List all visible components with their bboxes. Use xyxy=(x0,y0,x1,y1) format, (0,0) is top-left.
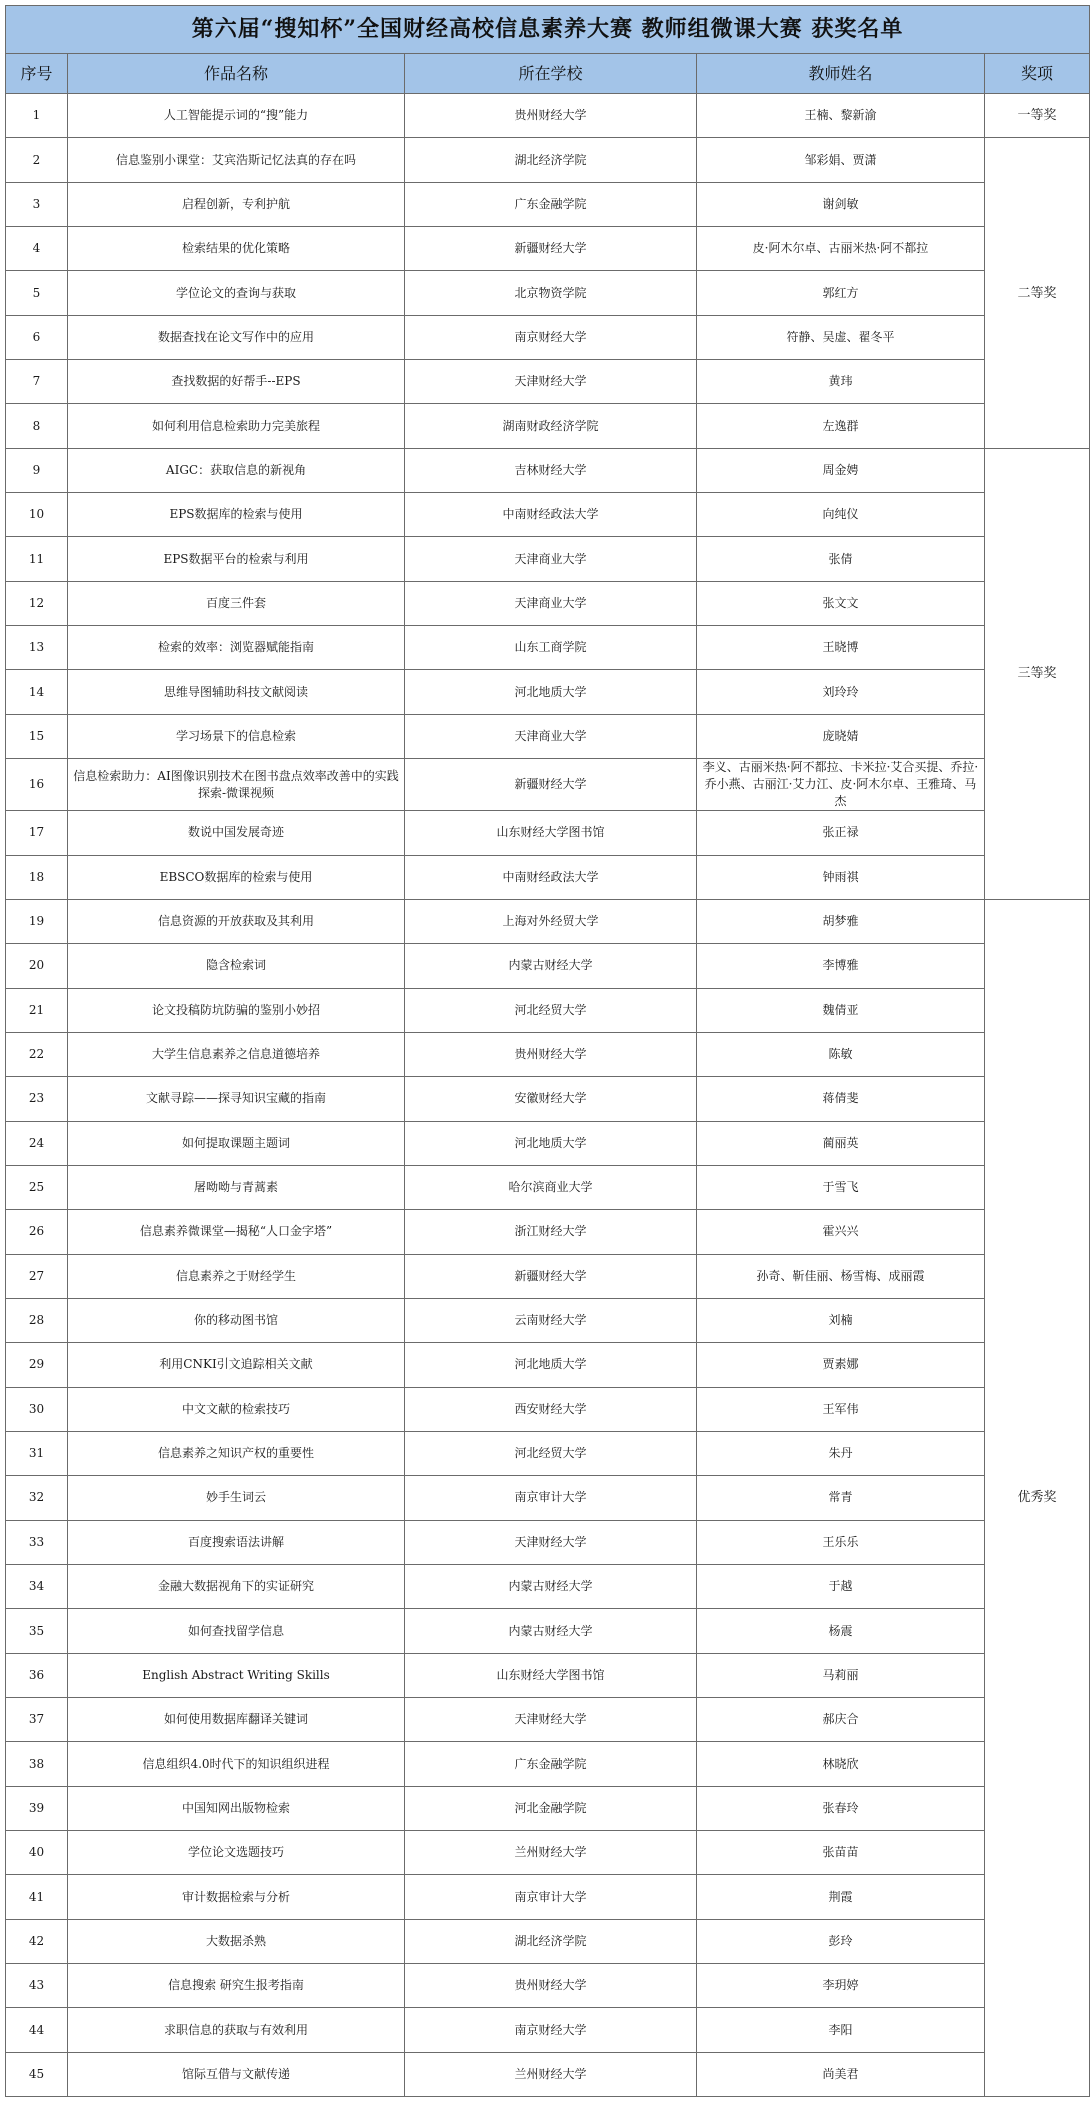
cell-work: 审计数据检索与分析 xyxy=(68,1875,405,1919)
cell-school: 河北地质大学 xyxy=(405,1343,697,1387)
cell-teacher: 李博雅 xyxy=(697,944,985,988)
cell-work: 金融大数据视角下的实证研究 xyxy=(68,1565,405,1609)
cell-work: AIGC：获取信息的新视角 xyxy=(68,448,405,492)
header-row xyxy=(6,54,1090,94)
cell-teacher: 左逸群 xyxy=(697,404,985,448)
cell-school: 哈尔滨商业大学 xyxy=(405,1165,697,1209)
cell-work: 数说中国发展奇迹 xyxy=(68,811,405,855)
cell-no: 24 xyxy=(6,1121,68,1165)
cell-school: 兰州财经大学 xyxy=(405,1831,697,1875)
cell-school: 南京审计大学 xyxy=(405,1476,697,1520)
cell-no: 43 xyxy=(6,1964,68,2008)
cell-teacher: 霍兴兴 xyxy=(697,1210,985,1254)
cell-teacher: 周金娉 xyxy=(697,448,985,492)
cell-work: EBSCO数据库的检索与使用 xyxy=(68,855,405,899)
table-row xyxy=(6,1964,1090,2008)
cell-no: 29 xyxy=(6,1343,68,1387)
cell-work: 如何使用数据库翻译关键词 xyxy=(68,1698,405,1742)
cell-work: 信息搜索 研究生报考指南 xyxy=(68,1964,405,2008)
cell-school: 湖北经济学院 xyxy=(405,1919,697,1963)
cell-work: 屠呦呦与青蒿素 xyxy=(68,1165,405,1209)
cell-teacher: 刘玲玲 xyxy=(697,670,985,714)
cell-no: 15 xyxy=(6,714,68,758)
cell-teacher: 王楠、黎新渝 xyxy=(697,94,985,138)
cell-teacher: 谢剑敏 xyxy=(697,182,985,226)
cell-teacher: 李阳 xyxy=(697,2008,985,2052)
cell-school: 西安财经大学 xyxy=(405,1387,697,1431)
table-row xyxy=(6,537,1090,581)
cell-school: 安徽财经大学 xyxy=(405,1077,697,1121)
cell-no: 9 xyxy=(6,448,68,492)
cell-work: 如何查找留学信息 xyxy=(68,1609,405,1653)
table-row xyxy=(6,1077,1090,1121)
cell-teacher: 王晓博 xyxy=(697,626,985,670)
cell-school: 山东财经大学图书馆 xyxy=(405,811,697,855)
cell-work: 信息鉴别小课堂：艾宾浩斯记忆法真的存在吗 xyxy=(68,138,405,182)
cell-teacher: 林晓欣 xyxy=(697,1742,985,1786)
table-row xyxy=(6,1653,1090,1697)
table-row xyxy=(6,182,1090,226)
cell-work: 数据查找在论文写作中的应用 xyxy=(68,315,405,359)
cell-work: 大数据杀熟 xyxy=(68,1919,405,1963)
title-row xyxy=(6,6,1090,54)
cell-school: 上海对外经贸大学 xyxy=(405,899,697,943)
table-row xyxy=(6,1520,1090,1564)
cell-school: 浙江财经大学 xyxy=(405,1210,697,1254)
table-row xyxy=(6,1609,1090,1653)
cell-no: 45 xyxy=(6,2052,68,2096)
table-row xyxy=(6,855,1090,899)
cell-school: 内蒙古财经大学 xyxy=(405,1609,697,1653)
table-row xyxy=(6,94,1090,138)
cell-no: 28 xyxy=(6,1298,68,1342)
document-title: 第六届“搜知杯”全国财经高校信息素养大赛 教师组微课大赛 获奖名单 xyxy=(6,6,1090,54)
cell-no: 10 xyxy=(6,493,68,537)
table-row xyxy=(6,315,1090,359)
cell-teacher: 杨震 xyxy=(697,1609,985,1653)
cell-no: 38 xyxy=(6,1742,68,1786)
cell-school: 中南财经政法大学 xyxy=(405,855,697,899)
cell-no: 35 xyxy=(6,1609,68,1653)
cell-no: 7 xyxy=(6,360,68,404)
cell-work: 大学生信息素养之信息道德培养 xyxy=(68,1032,405,1076)
cell-teacher: 李玥婷 xyxy=(697,1964,985,2008)
cell-work: EPS数据库的检索与使用 xyxy=(68,493,405,537)
cell-work: 思维导图辅助科技文献阅读 xyxy=(68,670,405,714)
table-row xyxy=(6,988,1090,1032)
cell-no: 22 xyxy=(6,1032,68,1076)
table-row xyxy=(6,1165,1090,1209)
cell-school: 河北金融学院 xyxy=(405,1786,697,1830)
table-body xyxy=(6,94,1090,2097)
cell-no: 33 xyxy=(6,1520,68,1564)
cell-teacher: 郝庆合 xyxy=(697,1698,985,1742)
cell-no: 39 xyxy=(6,1786,68,1830)
cell-work: 论文投稿防坑防骗的鉴别小妙招 xyxy=(68,988,405,1032)
cell-school: 山东财经大学图书馆 xyxy=(405,1653,697,1697)
cell-teacher: 向纯仪 xyxy=(697,493,985,537)
cell-work: 文献寻踪——探寻知识宝藏的指南 xyxy=(68,1077,405,1121)
cell-school: 广东金融学院 xyxy=(405,1742,697,1786)
cell-work: 人工智能提示词的“搜”能力 xyxy=(68,94,405,138)
cell-no: 40 xyxy=(6,1831,68,1875)
cell-work: 妙手生词云 xyxy=(68,1476,405,1520)
cell-no: 44 xyxy=(6,2008,68,2052)
table-row xyxy=(6,944,1090,988)
cell-no: 8 xyxy=(6,404,68,448)
cell-school: 贵州财经大学 xyxy=(405,94,697,138)
cell-no: 16 xyxy=(6,759,68,811)
cell-work: 信息素养之于财经学生 xyxy=(68,1254,405,1298)
cell-school: 中南财经政法大学 xyxy=(405,493,697,537)
header-teacher: 教师姓名 xyxy=(697,54,985,94)
cell-work: 启程创新，专利护航 xyxy=(68,182,405,226)
cell-school: 北京物资学院 xyxy=(405,271,697,315)
cell-teacher: 常青 xyxy=(697,1476,985,1520)
table-row xyxy=(6,2008,1090,2052)
cell-work: 百度搜索语法讲解 xyxy=(68,1520,405,1564)
header-no: 序号 xyxy=(6,54,68,94)
cell-work: 中文文献的检索技巧 xyxy=(68,1387,405,1431)
table-row xyxy=(6,1786,1090,1830)
cell-award: 优秀奖 xyxy=(985,899,1090,2096)
cell-work: 信息组织4.0时代下的知识组织进程 xyxy=(68,1742,405,1786)
cell-no: 32 xyxy=(6,1476,68,1520)
cell-no: 27 xyxy=(6,1254,68,1298)
table-row xyxy=(6,360,1090,404)
table-row xyxy=(6,404,1090,448)
cell-no: 26 xyxy=(6,1210,68,1254)
table-row xyxy=(6,714,1090,758)
cell-school: 湖北经济学院 xyxy=(405,138,697,182)
cell-award: 二等奖 xyxy=(985,138,1090,448)
cell-teacher: 邹彩娟、贾潇 xyxy=(697,138,985,182)
cell-no: 14 xyxy=(6,670,68,714)
table-row xyxy=(6,1698,1090,1742)
cell-no: 42 xyxy=(6,1919,68,1963)
cell-no: 11 xyxy=(6,537,68,581)
cell-school: 河北地质大学 xyxy=(405,1121,697,1165)
cell-teacher: 尚美君 xyxy=(697,2052,985,2096)
header-work: 作品名称 xyxy=(68,54,405,94)
cell-work: English Abstract Writing Skills xyxy=(68,1653,405,1697)
table-row xyxy=(6,1121,1090,1165)
cell-school: 贵州财经大学 xyxy=(405,1032,697,1076)
cell-teacher: 马莉丽 xyxy=(697,1653,985,1697)
table-row xyxy=(6,448,1090,492)
cell-no: 19 xyxy=(6,899,68,943)
cell-work: 如何提取课题主题词 xyxy=(68,1121,405,1165)
cell-no: 31 xyxy=(6,1431,68,1475)
cell-teacher: 符静、吴虚、翟冬平 xyxy=(697,315,985,359)
cell-work: 学习场景下的信息检索 xyxy=(68,714,405,758)
cell-school: 天津商业大学 xyxy=(405,537,697,581)
cell-teacher: 钟雨祺 xyxy=(697,855,985,899)
cell-school: 天津财经大学 xyxy=(405,1520,697,1564)
cell-no: 41 xyxy=(6,1875,68,1919)
cell-teacher: 胡梦雅 xyxy=(697,899,985,943)
cell-no: 20 xyxy=(6,944,68,988)
cell-no: 4 xyxy=(6,227,68,271)
cell-school: 新疆财经大学 xyxy=(405,227,697,271)
cell-no: 25 xyxy=(6,1165,68,1209)
table-row xyxy=(6,1298,1090,1342)
table-row xyxy=(6,1431,1090,1475)
cell-no: 23 xyxy=(6,1077,68,1121)
table-row xyxy=(6,759,1090,811)
table-row xyxy=(6,138,1090,182)
cell-school: 新疆财经大学 xyxy=(405,1254,697,1298)
cell-school: 天津财经大学 xyxy=(405,1698,697,1742)
cell-school: 天津财经大学 xyxy=(405,360,697,404)
cell-no: 12 xyxy=(6,581,68,625)
cell-no: 13 xyxy=(6,626,68,670)
cell-teacher: 朱丹 xyxy=(697,1431,985,1475)
cell-teacher: 孙奇、靳佳丽、杨雪梅、成丽霞 xyxy=(697,1254,985,1298)
table-row xyxy=(6,899,1090,943)
cell-work: 你的移动图书馆 xyxy=(68,1298,405,1342)
cell-no: 36 xyxy=(6,1653,68,1697)
cell-work: 检索结果的优化策略 xyxy=(68,227,405,271)
cell-no: 18 xyxy=(6,855,68,899)
cell-teacher: 王乐乐 xyxy=(697,1520,985,1564)
cell-no: 17 xyxy=(6,811,68,855)
table-row xyxy=(6,1742,1090,1786)
table-row xyxy=(6,811,1090,855)
cell-work: 中国知网出版物检索 xyxy=(68,1786,405,1830)
cell-teacher: 张苗苗 xyxy=(697,1831,985,1875)
cell-award: 一等奖 xyxy=(985,94,1090,138)
table-row xyxy=(6,493,1090,537)
cell-school: 南京审计大学 xyxy=(405,1875,697,1919)
cell-no: 30 xyxy=(6,1387,68,1431)
table-row xyxy=(6,1831,1090,1875)
cell-no: 6 xyxy=(6,315,68,359)
table-row xyxy=(6,1210,1090,1254)
cell-work: 信息素养微课堂—揭秘“人口金字塔” xyxy=(68,1210,405,1254)
cell-teacher: 张正禄 xyxy=(697,811,985,855)
cell-no: 5 xyxy=(6,271,68,315)
table-row xyxy=(6,1565,1090,1609)
cell-teacher: 郭红方 xyxy=(697,271,985,315)
cell-teacher: 于雪飞 xyxy=(697,1165,985,1209)
cell-no: 2 xyxy=(6,138,68,182)
cell-school: 新疆财经大学 xyxy=(405,759,697,811)
cell-school: 内蒙古财经大学 xyxy=(405,1565,697,1609)
cell-no: 37 xyxy=(6,1698,68,1742)
cell-teacher: 于越 xyxy=(697,1565,985,1609)
cell-work: 信息素养之知识产权的重要性 xyxy=(68,1431,405,1475)
cell-work: 信息检索助力：AI图像识别技术在图书盘点效率改善中的实践探索-微课视频 xyxy=(68,759,405,811)
table-row xyxy=(6,271,1090,315)
table-row xyxy=(6,1875,1090,1919)
cell-teacher: 李义、古丽米热·阿不都拉、卡米拉·艾合买提、乔拉·乔小燕、古丽江·艾力江、皮·阿木尔卓、王雅琦、马杰 xyxy=(697,759,985,811)
award-list-table xyxy=(5,5,1090,2097)
cell-no: 34 xyxy=(6,1565,68,1609)
cell-school: 天津商业大学 xyxy=(405,581,697,625)
table-row xyxy=(6,2052,1090,2096)
table-row xyxy=(6,581,1090,625)
cell-school: 河北经贸大学 xyxy=(405,988,697,1032)
cell-work: 馆际互借与文献传递 xyxy=(68,2052,405,2096)
table-row xyxy=(6,1476,1090,1520)
cell-teacher: 皮·阿木尔卓、古丽米热·阿不都拉 xyxy=(697,227,985,271)
table-row xyxy=(6,227,1090,271)
cell-teacher: 刘楠 xyxy=(697,1298,985,1342)
cell-teacher: 蒋倩斐 xyxy=(697,1077,985,1121)
cell-teacher: 贾素娜 xyxy=(697,1343,985,1387)
table-row xyxy=(6,1919,1090,1963)
table-row xyxy=(6,1254,1090,1298)
cell-school: 兰州财经大学 xyxy=(405,2052,697,2096)
cell-school: 山东工商学院 xyxy=(405,626,697,670)
cell-school: 南京财经大学 xyxy=(405,315,697,359)
cell-teacher: 张文文 xyxy=(697,581,985,625)
cell-work: EPS数据平台的检索与利用 xyxy=(68,537,405,581)
table-row xyxy=(6,670,1090,714)
cell-teacher: 魏倩亚 xyxy=(697,988,985,1032)
cell-work: 检索的效率：浏览器赋能指南 xyxy=(68,626,405,670)
header-award: 奖项 xyxy=(985,54,1090,94)
cell-teacher: 蔺丽英 xyxy=(697,1121,985,1165)
cell-school: 吉林财经大学 xyxy=(405,448,697,492)
header-school: 所在学校 xyxy=(405,54,697,94)
cell-school: 云南财经大学 xyxy=(405,1298,697,1342)
cell-no: 3 xyxy=(6,182,68,226)
cell-teacher: 张春玲 xyxy=(697,1786,985,1830)
table-row xyxy=(6,1032,1090,1076)
cell-teacher: 荆霞 xyxy=(697,1875,985,1919)
cell-work: 隐含检索词 xyxy=(68,944,405,988)
cell-teacher: 陈敏 xyxy=(697,1032,985,1076)
cell-school: 河北经贸大学 xyxy=(405,1431,697,1475)
table-row xyxy=(6,626,1090,670)
cell-work: 利用CNKI引文追踪相关文献 xyxy=(68,1343,405,1387)
cell-school: 南京财经大学 xyxy=(405,2008,697,2052)
cell-work: 学位论文选题技巧 xyxy=(68,1831,405,1875)
table-row xyxy=(6,1343,1090,1387)
cell-teacher: 庞晓婧 xyxy=(697,714,985,758)
cell-award: 三等奖 xyxy=(985,448,1090,899)
cell-no: 1 xyxy=(6,94,68,138)
table-row xyxy=(6,1387,1090,1431)
cell-no: 21 xyxy=(6,988,68,1032)
cell-teacher: 黄玮 xyxy=(697,360,985,404)
cell-school: 广东金融学院 xyxy=(405,182,697,226)
cell-work: 百度三件套 xyxy=(68,581,405,625)
cell-teacher: 王军伟 xyxy=(697,1387,985,1431)
cell-school: 内蒙古财经大学 xyxy=(405,944,697,988)
cell-work: 如何利用信息检索助力完美旅程 xyxy=(68,404,405,448)
cell-work: 求职信息的获取与有效利用 xyxy=(68,2008,405,2052)
cell-teacher: 彭玲 xyxy=(697,1919,985,1963)
cell-work: 学位论文的查询与获取 xyxy=(68,271,405,315)
cell-school: 天津商业大学 xyxy=(405,714,697,758)
cell-school: 湖南财政经济学院 xyxy=(405,404,697,448)
cell-school: 河北地质大学 xyxy=(405,670,697,714)
cell-school: 贵州财经大学 xyxy=(405,1964,697,2008)
cell-teacher: 张倩 xyxy=(697,537,985,581)
cell-work: 信息资源的开放获取及其利用 xyxy=(68,899,405,943)
cell-work: 查找数据的好帮手--EPS xyxy=(68,360,405,404)
